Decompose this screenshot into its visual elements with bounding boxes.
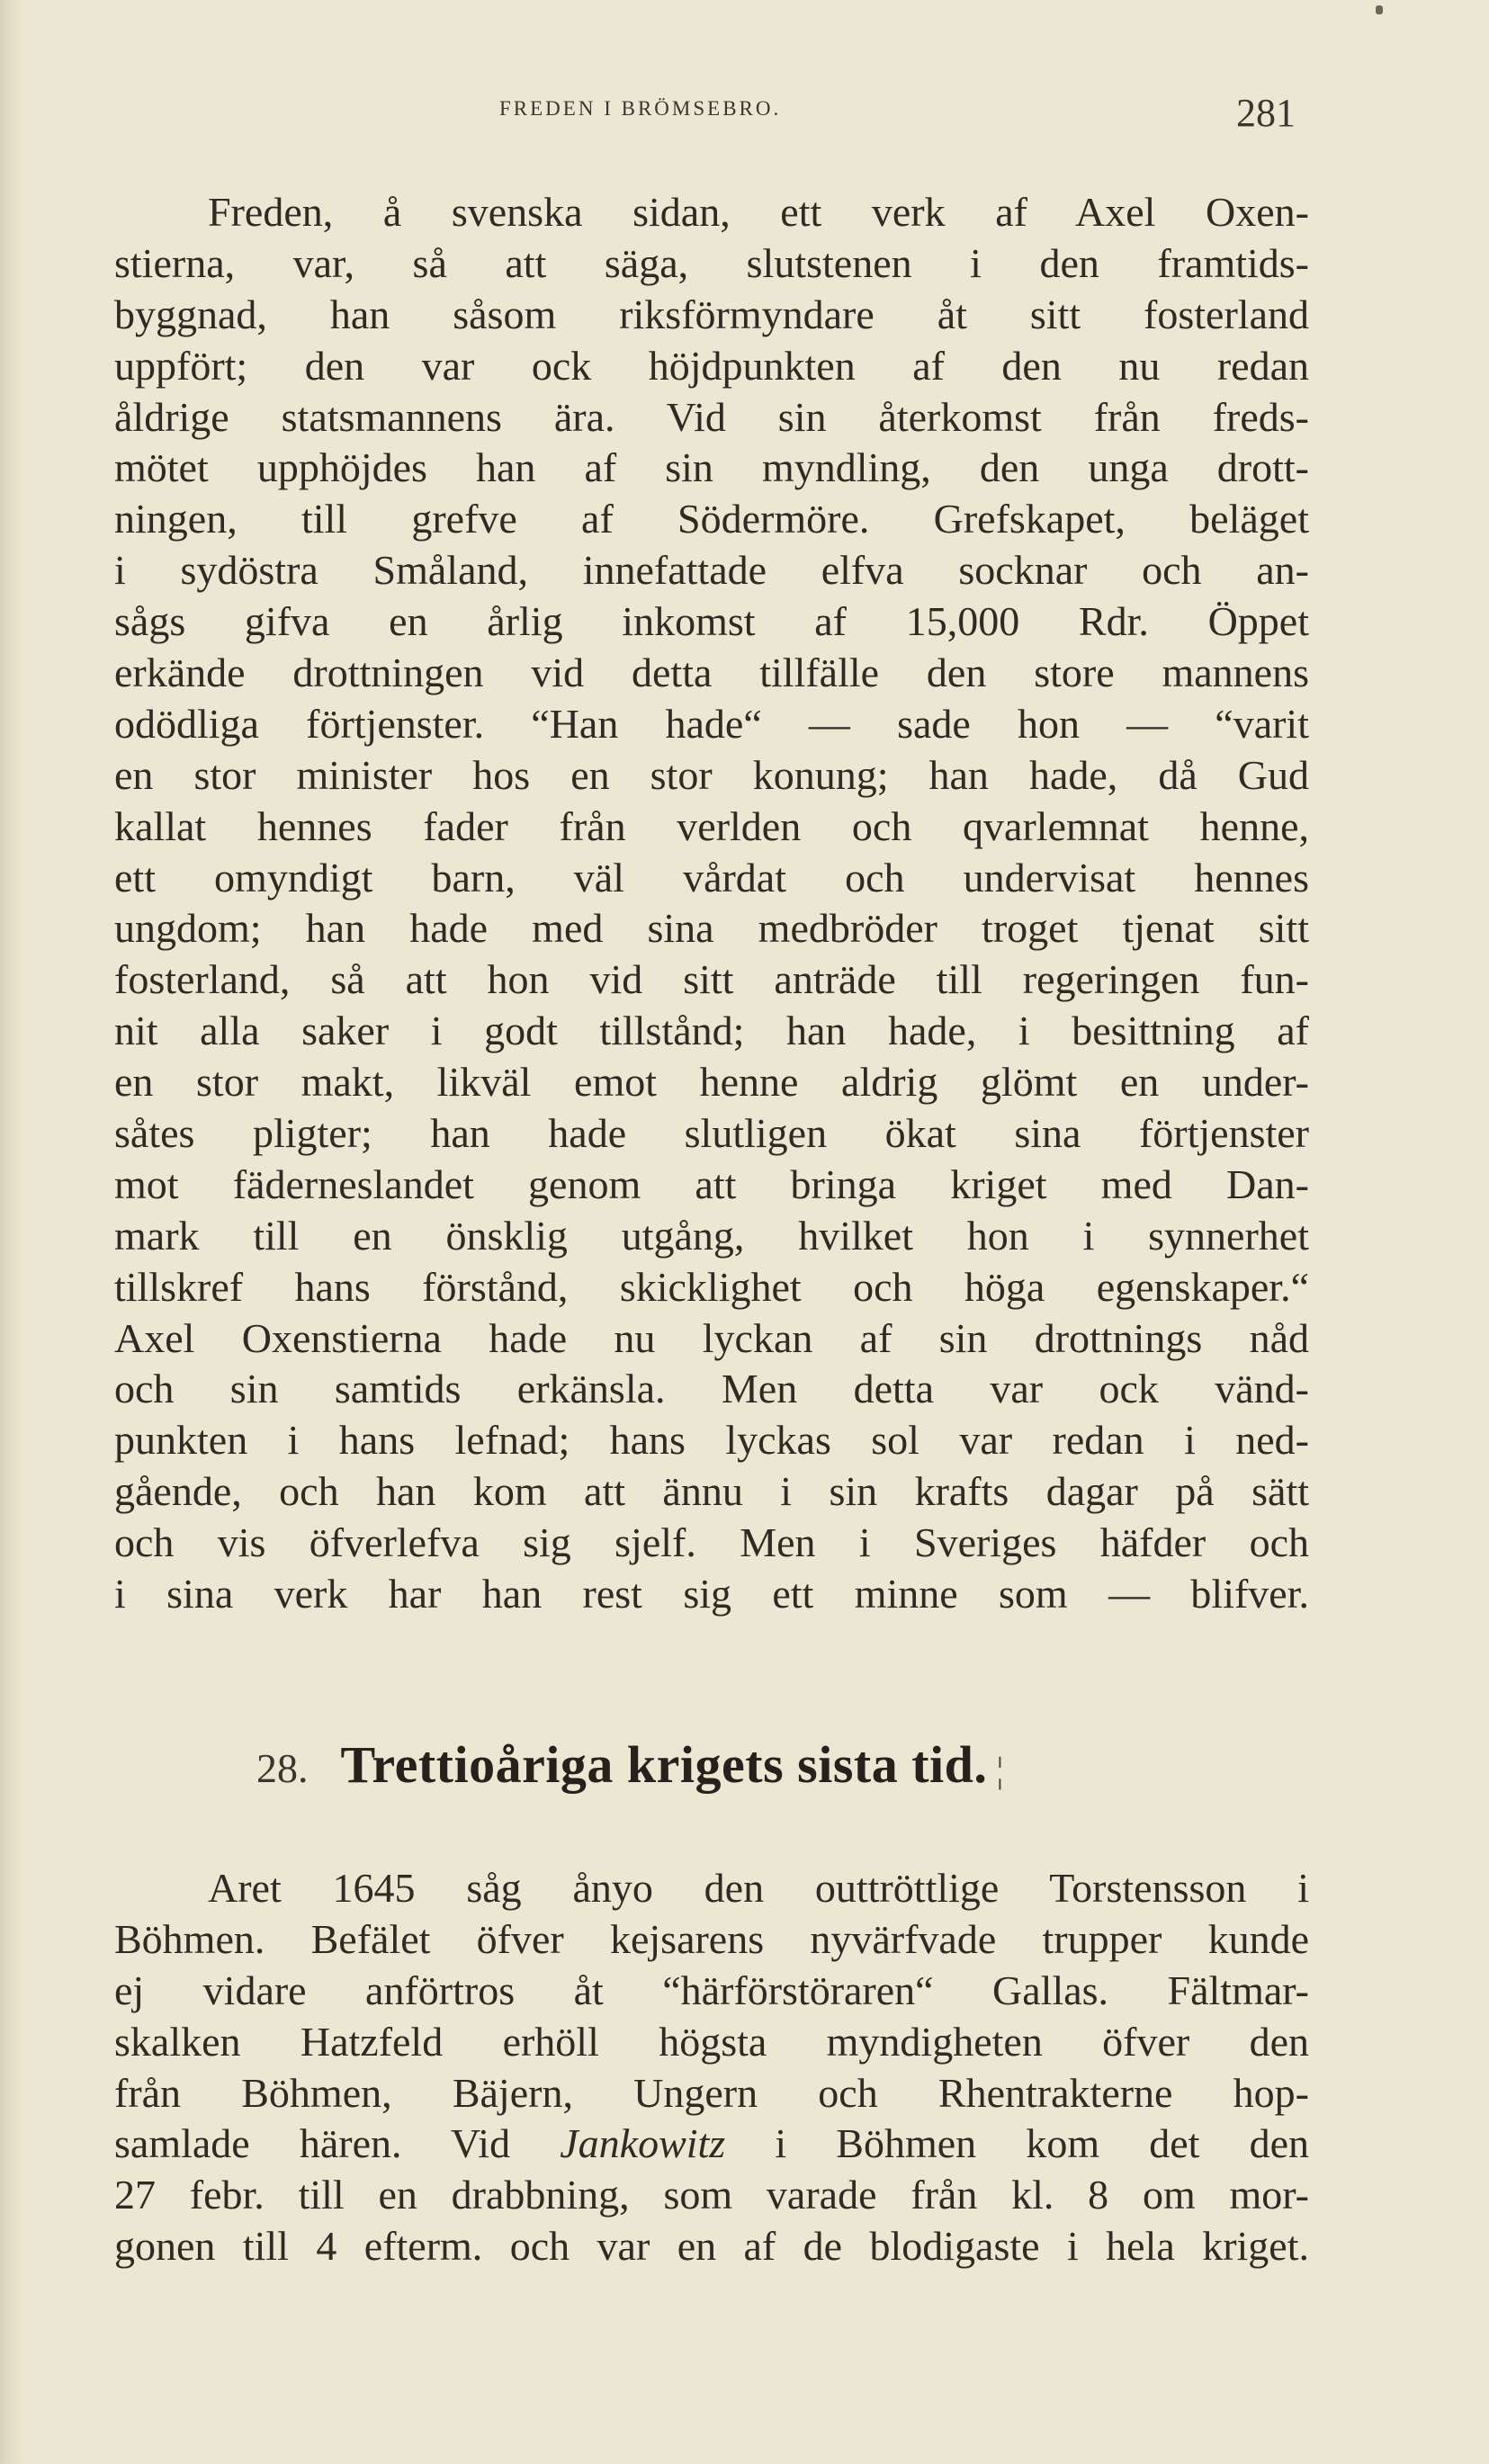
text-segment: i Böhmen kom det den — [775, 2120, 1310, 2167]
text-line: Freden, å svenska sidan, ett verk af Axel Oxen- — [208, 189, 1309, 235]
text-line: såtes pligter; han hade slutligen ökat sina förtjenster — [114, 1110, 1309, 1157]
text-line-with-place — [114, 2119, 1309, 2170]
running-head: FREDEN I BRÖMSEBRO. — [499, 97, 782, 120]
text-line: Aret 1645 såg ånyo den outtröttlige Torstensson i — [208, 1865, 1309, 1911]
text-line: nit alla saker i godt tillstånd; han hade, i besittning af — [114, 1008, 1309, 1054]
paragraph-2 — [114, 1863, 1309, 2272]
text-segment: samlade hären. Vid — [114, 2120, 511, 2167]
section-title: Trettioåriga krigets sista tid. — [340, 1735, 988, 1794]
text-line: ungdom; han hade med sina medbröder troget tjenat sitt — [114, 905, 1309, 952]
ink-speck — [1376, 5, 1383, 14]
text-line: mark till en önsklig utgång, hvilket hon i synnerhet — [114, 1212, 1309, 1259]
text-line: i sydöstra Småland, innefattade elfva socknar och an- — [114, 547, 1309, 594]
text-line: tillskref hans förstånd, skicklighet och höga egenskaper.“ — [114, 1263, 1309, 1310]
text-line: ett omyndigt barn, väl vårdat och undervisat hennes — [114, 854, 1309, 900]
text-line: 27 febr. till en drabbning, som varade från kl. 8 om mor- — [114, 2172, 1309, 2218]
text-line: mot fäderneslandet genom att bringa kriget med Dan- — [114, 1160, 1309, 1207]
text-line: gående, och han kom att ännu i sin krafts dagar på sätt — [114, 1468, 1309, 1515]
text-line: ningen, till grefve af Södermöre. Grefskapet, beläget — [114, 496, 1309, 542]
text-line: sågs gifva en årlig inkomst af 15,000 Rdr. Öppet — [114, 598, 1309, 645]
text-line: Axel Oxenstierna hade nu lyckan af sin drottnings nåd — [114, 1314, 1309, 1361]
page-number: 281 — [1236, 91, 1296, 135]
text-line: punkten i hans lefnad; hans lyckas sol var redan i ned- — [114, 1417, 1309, 1464]
text-line: en stor makt, likväl emot henne aldrig glömt en under- — [114, 1059, 1309, 1106]
text-line: odödliga förtjenster. “Han hade“ — sade hon — “varit — [114, 700, 1309, 747]
place-name: Jankowitz — [560, 2120, 726, 2167]
page-gutter-shadow — [0, 0, 23, 2464]
text-line: och vis öfverlefva sig sjelf. Men i Sveriges häfder och — [114, 1519, 1309, 1566]
text-line: erkände drottningen vid detta tillfälle den store mannens — [114, 650, 1309, 696]
text-line: gonen till 4 efterm. och var en af de blodigaste i hela kriget. — [114, 2223, 1309, 2270]
stray-mark: ¦ — [996, 1750, 1004, 1790]
section-heading — [256, 1734, 1246, 1795]
text-line: och sin samtids erkänsla. Men detta var ock vänd- — [114, 1366, 1309, 1412]
text-line: i sina verk har han rest sig ett minne som — blifver. — [114, 1571, 1309, 1617]
text-line: från Böhmen, Bäjern, Ungern och Rhentrakterne hop- — [114, 2069, 1309, 2116]
text-line: mötet upphöjdes han af sin myndling, den unga drott- — [114, 444, 1309, 491]
text-line: skalken Hatzfeld erhöll högsta myndigheten öfver den — [114, 2018, 1309, 2065]
text-line: fosterland, så att hon vid sitt anträde till regeringen fun- — [114, 956, 1309, 1003]
text-line: stierna, var, så att säga, slutstenen i den framtids- — [114, 239, 1309, 286]
paragraph-1 — [114, 187, 1309, 1620]
text-line: kallat hennes fader från verlden och qvarlemnat henne, — [114, 802, 1309, 849]
text-line: Böhmen. Befälet öfver kejsarens nyvärfvade trupper kunde — [114, 1915, 1309, 1962]
text-line: uppfört; den var ock höjdpunkten af den nu redan — [114, 342, 1309, 389]
text-line: byggnad, han såsom riksförmyndare åt sitt fosterland — [114, 291, 1309, 337]
text-line: åldrige statsmannens ära. Vid sin återkomst från freds- — [114, 393, 1309, 440]
text-line: ej vidare anförtros åt “härförstöraren“ Gallas. Fältmar- — [114, 1967, 1309, 2013]
text-line: en stor minister hos en stor konung; han hade, då Gud — [114, 751, 1309, 798]
section-number: 28. — [256, 1745, 309, 1791]
